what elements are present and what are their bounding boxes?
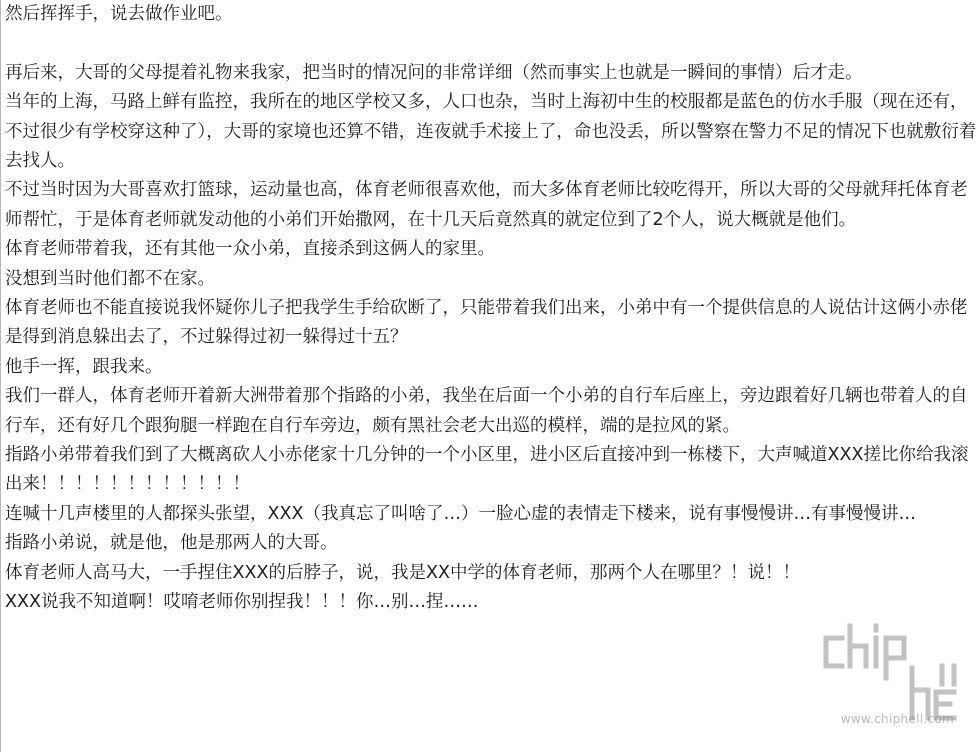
blank-line [5,29,980,58]
paragraph-9: 我们一群人，体育老师开着新大洲带着那个指路的小弟，我坐在后面一个小弟的自行车后座上，旁边跟着好几辆也带着人的自行车，还有好几个跟狗腿一样跑在自行车旁边，颇有黑社会老大出巡的模样，端的是拉风的紧。 [5,386,968,436]
left-border-line [0,0,1,752]
paragraph-3: 当年的上海，马路上鲜有监控，我所在的地区学校又多，人口也杂，当时上海初中生的校服都是蓝色的仿水手服（现在还有，不过很少有学校穿这种了），大哥的家境也还算不错，连夜就手术接上了，命也没丢，所以警察在警力不足的情况下也就敷衍着去找人。 [5,92,977,172]
paragraph-2: 再后来，大哥的父母提着礼物来我家，把当时的情况问的非常详细（然而事实上也就是一瞬间的事情）后才走。 [5,62,863,83]
paragraph-4: 不过当时因为大哥喜欢打篮球，运动量也高，体育老师很喜欢他，而大多体育老师比较吃得开，所以大哥的父母就拜托体育老师帮忙，于是体育老师就发动他的小弟们开始撒网，在十几天后竟然真的就定位到了2个人，说大概就是他们。 [5,180,968,230]
paragraph-14: XXX说我不知道啊！哎唷老师你别捏我！！！你…别…捏…… [5,592,479,613]
chiphell-watermark-logo [814,618,964,728]
post-body [5,0,980,618]
paragraph-11: 连喊十几声楼里的人都探头张望，XXX（我真忘了叫啥了…）一脸心虚的表情走下楼来，说有事慢慢讲…有事慢慢讲… [5,503,916,524]
paragraph-8: 他手一挥，跟我来。 [5,356,163,377]
paragraph-1: 然后挥挥手，说去做作业吧。 [5,4,233,24]
paragraph-5: 体育老师带着我，还有其他一众小弟，直接杀到这俩人的家里。 [5,239,495,260]
paragraph-12: 指路小弟说，就是他，他是那两人的大哥。 [5,533,338,554]
paragraph-13: 体育老师人高马大，一手捏住XXX的后脖子，说，我是XX中学的体育老师，那两个人在哪里？！说！！ [5,562,800,583]
paragraph-10: 指路小弟带着我们到了大概离砍人小赤佬家十几分钟的一个小区里，进小区后直接冲到一栋楼下，大声喊道XXX搓比你给我滚出来！！！！！！！！！！！！ [5,445,969,495]
watermark-url: www.chiphell.com [840,712,954,726]
paragraph-6: 没想到当时他们都不在家。 [5,268,215,289]
paragraph-7: 体育老师也不能直接说我怀疑你儿子把我学生手给砍断了，只能带着我们出来，小弟中有一个提供信息的人说估计这俩小赤佬是得到消息躲出去了，不过躲得过初一躲得过十五？ [5,298,968,348]
